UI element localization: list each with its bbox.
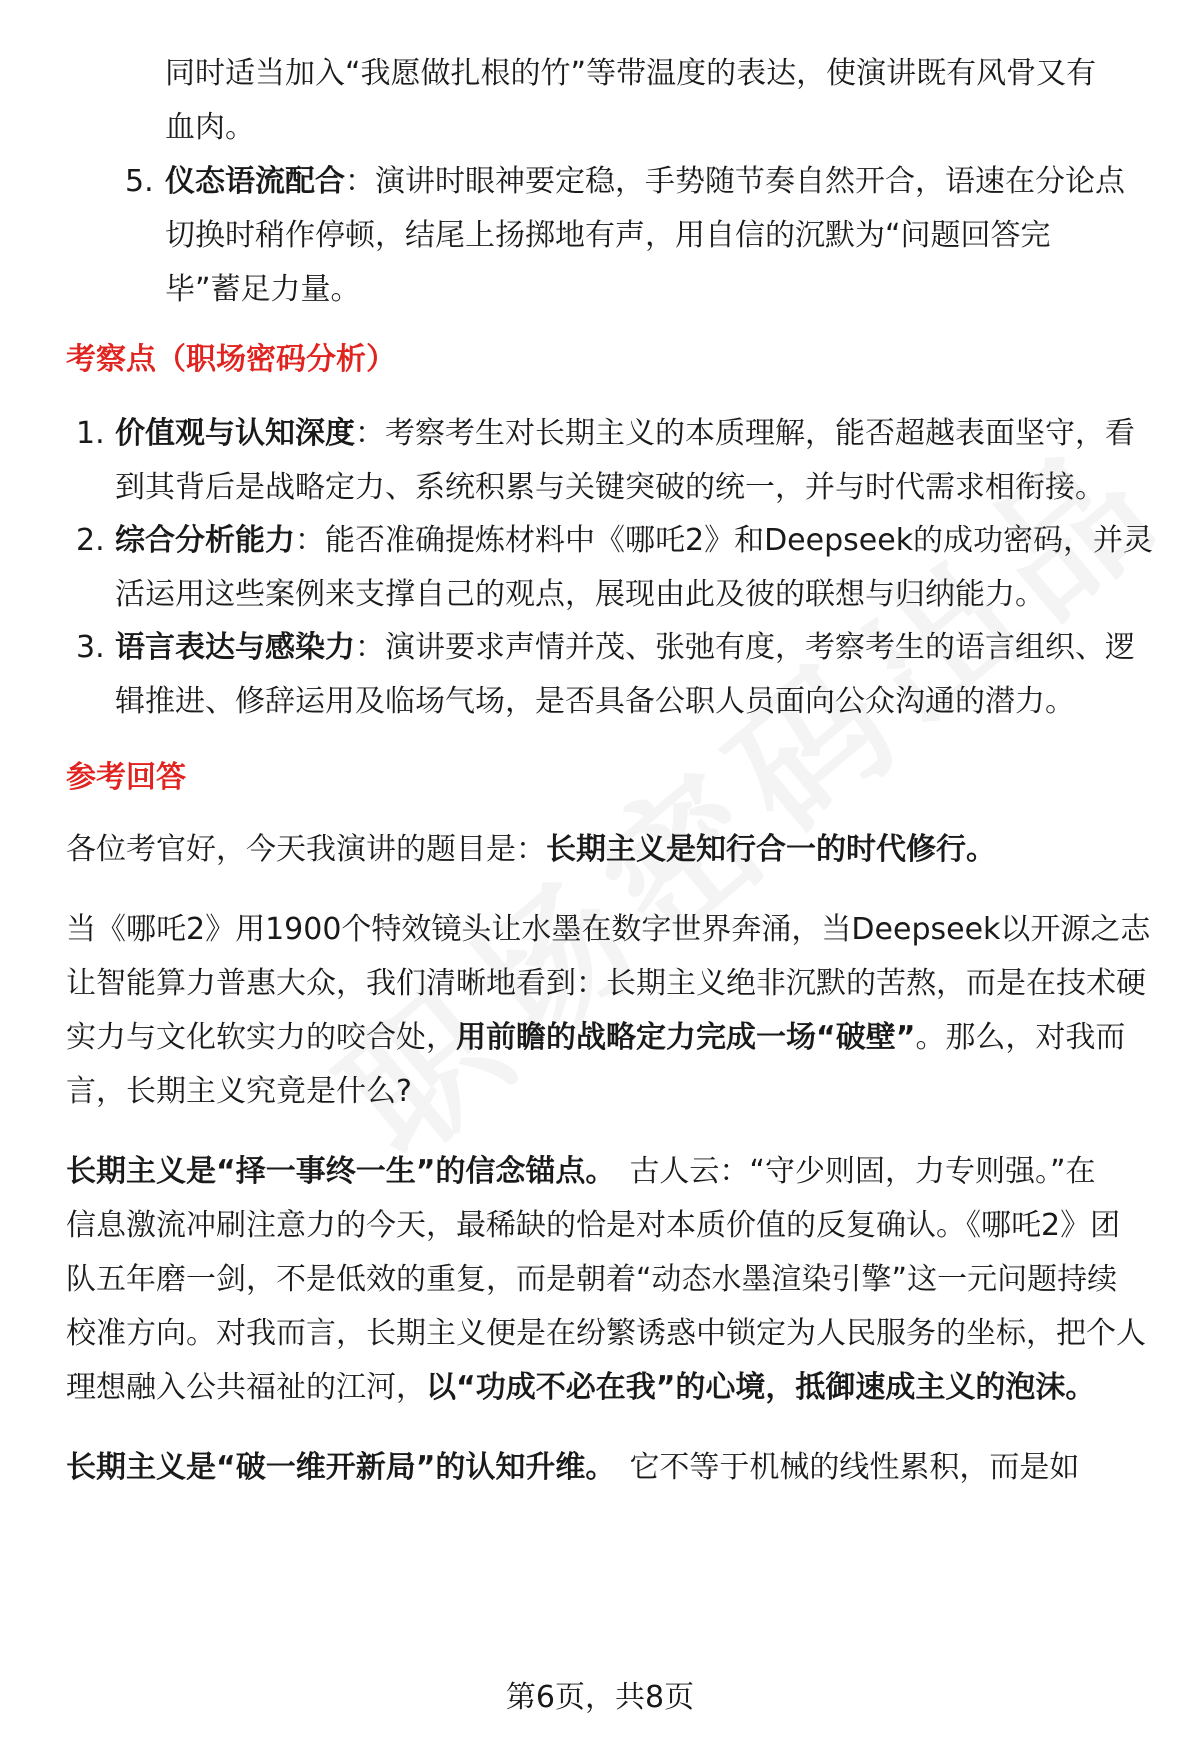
para1-line-3-tail: 。那么，对我而 bbox=[915, 1020, 1126, 1055]
analysis-item-2-line-2: 活运用这些案例来支撑自己的观点，展现由此及彼的联想与归纳能力。 bbox=[115, 577, 1045, 612]
para2-line-5 bbox=[66, 1368, 1095, 1408]
analysis-item-3-title: 语言表达与感染力 bbox=[115, 630, 355, 665]
analysis-item-2-title: 综合分析能力 bbox=[115, 523, 295, 558]
answer-intro-topic: 长期主义是知行合一的时代修行。 bbox=[546, 832, 996, 867]
para3-line-1-text: 它不等于机械的线性累积，而是如 bbox=[629, 1450, 1080, 1485]
analysis-item-3-text: ：演讲要求声情并茂、张弛有度，考察考生的语言组织、逻 bbox=[355, 630, 1135, 665]
para2-line-3: 队五年磨一剑，不是低效的重复，而是朝着“动态水墨渲染引擎”这一元问题持续 bbox=[66, 1262, 1118, 1297]
para2-line-1-emphasis: 长期主义是“择一事终一生”的信念锚点。 bbox=[66, 1154, 616, 1189]
analysis-item-1-line-1 bbox=[115, 414, 1135, 454]
list-item-5-number: 5. bbox=[125, 164, 154, 199]
para1-line-3-text: 实力与文化软实力的咬合处， bbox=[66, 1020, 456, 1055]
para2-line-4: 校准方向。对我而言，长期主义便是在纷繁诱惑中锁定为人民服务的坐标，把个人 bbox=[66, 1316, 1146, 1351]
analysis-item-3-line-1 bbox=[115, 628, 1135, 668]
para3-line-1 bbox=[66, 1448, 1079, 1488]
section-heading-answer: 参考回答 bbox=[66, 760, 186, 795]
list-item-4-continuation-1: 同时适当加入“我愿做扎根的竹”等带温度的表达，使演讲既有风骨又有 bbox=[165, 56, 1097, 91]
para1-line-2: 让智能算力普惠大众，我们清晰地看到：长期主义绝非沉默的苦熬，而是在技术硬 bbox=[66, 966, 1146, 1001]
analysis-item-1-line-2: 到其背后是战略定力、系统积累与关键突破的统一，并与时代需求相衔接。 bbox=[115, 470, 1105, 505]
analysis-item-1-text: ：考察考生对长期主义的本质理解，能否超越表面坚守，看 bbox=[355, 416, 1135, 451]
para1-line-3 bbox=[66, 1018, 1125, 1058]
para2-line-1 bbox=[66, 1152, 1096, 1192]
answer-intro-text: 各位考官好，今天我演讲的题目是： bbox=[66, 832, 546, 867]
list-item-4-continuation-2: 血肉。 bbox=[165, 110, 255, 145]
list-item-5-line-2: 切换时稍作停顿，结尾上扬掷地有声，用自信的沉默为“问题回答完 bbox=[165, 218, 1051, 253]
para1-line-3-emphasis: 用前瞻的战略定力完成一场“破壁” bbox=[456, 1020, 916, 1055]
analysis-item-3-line-2: 辑推进、修辞运用及临场气场，是否具备公职人员面向公众沟通的潜力。 bbox=[115, 684, 1075, 719]
para2-line-5-emphasis: 以“功成不必在我”的心境，抵御速成主义的泡沫。 bbox=[426, 1370, 1096, 1405]
para2-line-5-text: 理想融入公共福祉的江河， bbox=[66, 1370, 426, 1405]
para1-line-4: 言，长期主义究竟是什么? bbox=[66, 1074, 412, 1109]
para1-line-1: 当《哪吒2》用1900个特效镜头让水墨在数字世界奔涌，当Deepseek以开源之志 bbox=[66, 912, 1151, 947]
list-item-5-line-1 bbox=[165, 162, 1125, 202]
para2-line-1-text: 古人云：“守少则固，力专则强。”在 bbox=[629, 1154, 1096, 1189]
section-heading-analysis: 考察点（职场密码分析） bbox=[66, 342, 396, 377]
para2-line-2: 信息激流冲刷注意力的今天，最稀缺的恰是对本质价值的反复确认。《哪吒2》团 bbox=[66, 1208, 1121, 1243]
list-item-5-text: ：演讲时眼神要定稳，手势随节奏自然开合，语速在分论点 bbox=[345, 164, 1125, 199]
page-number: 第6页，共8页 bbox=[505, 1680, 695, 1715]
list-item-5-line-3: 毕”蓄足力量。 bbox=[165, 272, 361, 307]
analysis-item-3-number: 3. bbox=[76, 630, 105, 665]
list-item-5-title: 仪态语流配合 bbox=[165, 164, 345, 199]
analysis-item-1-number: 1. bbox=[76, 416, 105, 451]
analysis-item-2-text: ：能否准确提炼材料中《哪吒2》和Deepseek的成功密码，并灵 bbox=[295, 523, 1154, 558]
analysis-item-1-title: 价值观与认知深度 bbox=[115, 416, 355, 451]
analysis-item-2-number: 2. bbox=[76, 523, 105, 558]
para3-line-1-emphasis: 长期主义是“破一维开新局”的认知升维。 bbox=[66, 1450, 616, 1485]
answer-intro bbox=[66, 830, 996, 870]
analysis-item-2-line-1 bbox=[115, 521, 1153, 561]
